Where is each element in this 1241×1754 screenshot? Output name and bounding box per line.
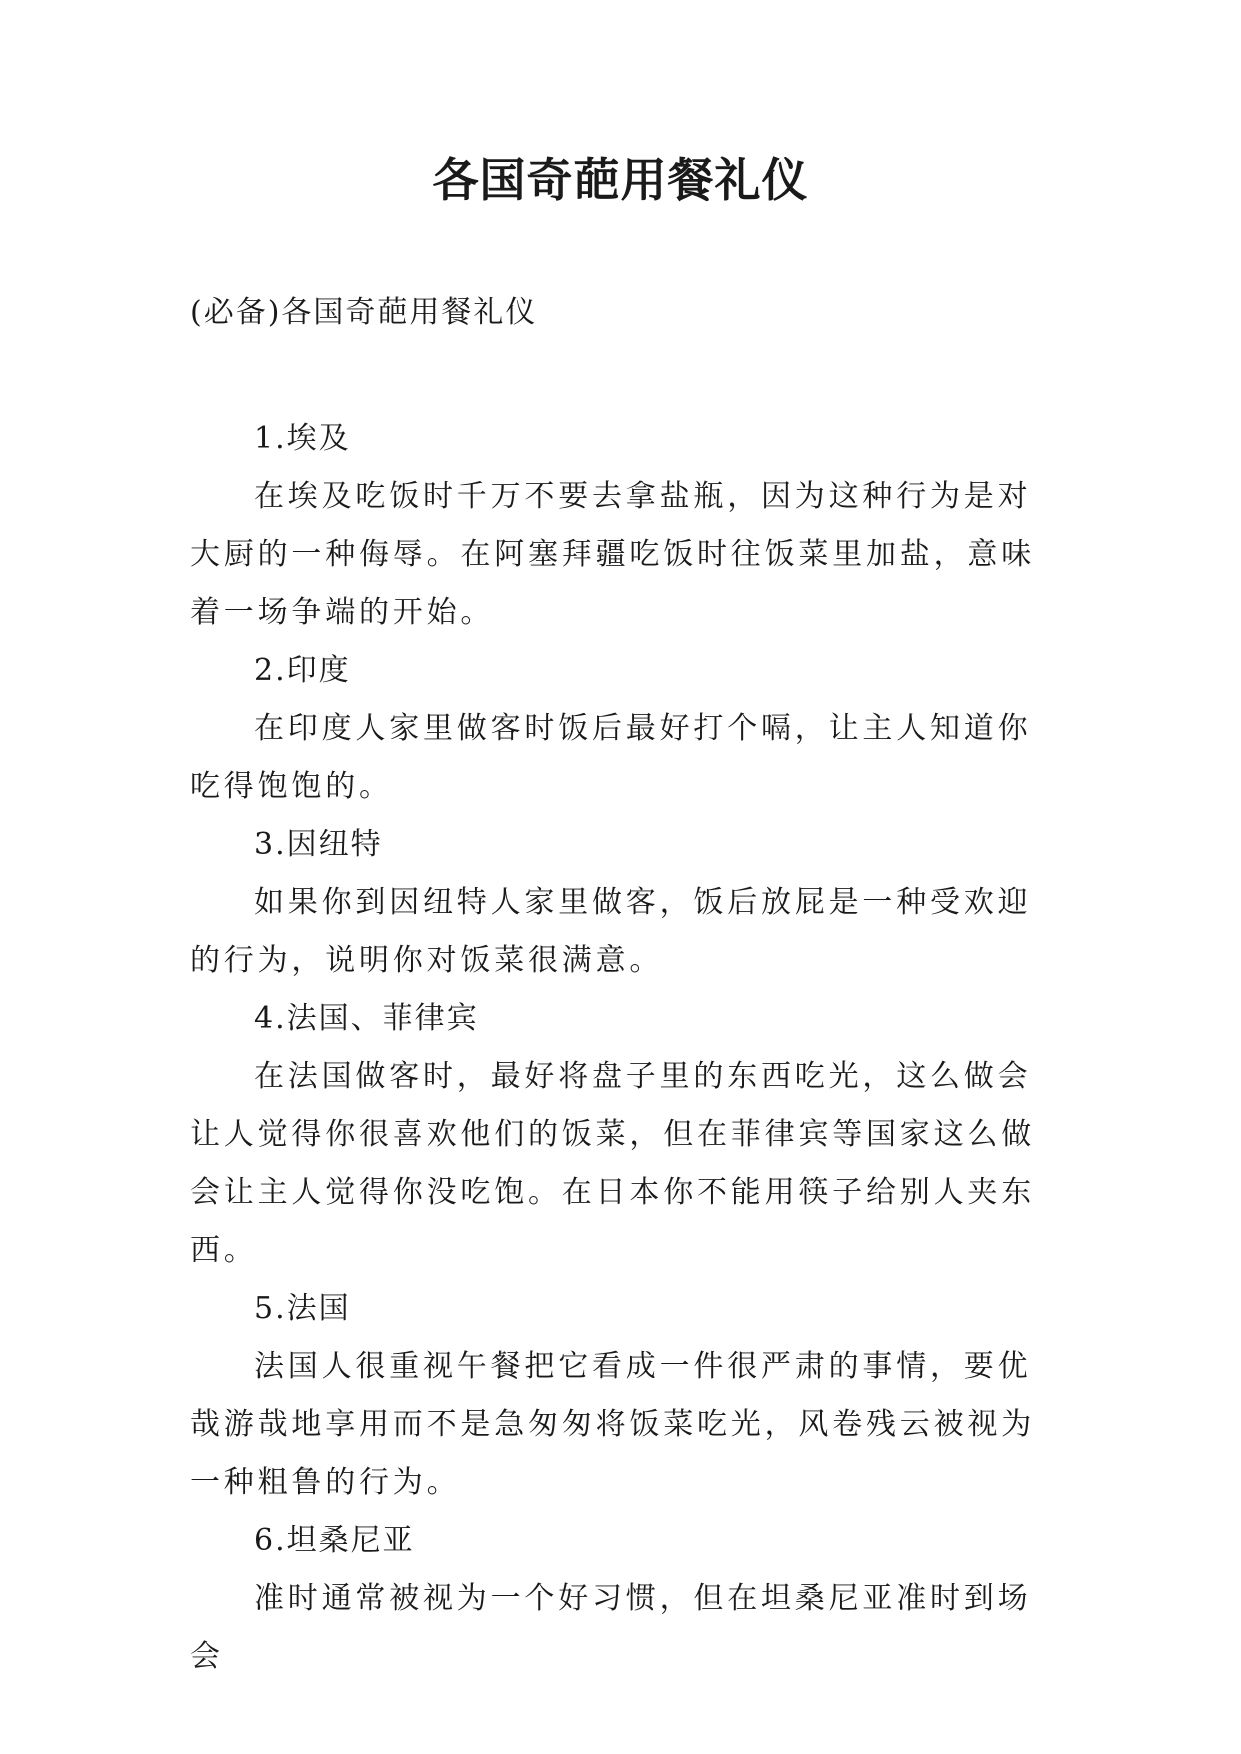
- document-subtitle: (必备)各国奇葩用餐礼仪: [190, 295, 538, 330]
- section-text-france: 法国人很重视午餐把它看成一件很严肃的事情，要优哉游哉地享用而不是急匆匆将饭菜吃光，风卷残云被视为一种粗鲁的行为。: [190, 1349, 1035, 1500]
- section-heading-inuit: 3.因纽特: [254, 827, 383, 862]
- section-text-inuit: 如果你到因纽特人家里做客，饭后放屁是一种受欢迎的行为，说明你对饭菜很满意。: [190, 885, 1032, 978]
- section-heading-india: 2.印度: [254, 653, 351, 688]
- section-text-india: 在印度人家里做客时饭后最好打个嗝，让主人知道你吃得饱饱的。: [190, 711, 1032, 804]
- section-text-france-philippines: 在法国做客时，最好将盘子里的东西吃光，这么做会让人觉得你很喜欢他们的饭菜，但在菲律宾等国家这么做会让主人觉得你没吃饱。在日本你不能用筷子给别人夹东西。: [190, 1059, 1035, 1268]
- document-body: [190, 410, 1060, 1686]
- section-text-egypt: 在埃及吃饭时千万不要去拿盐瓶，因为这种行为是对大厨的一种侮辱。在阿塞拜疆吃饭时往饭菜里加盐，意味着一场争端的开始。: [190, 479, 1035, 630]
- section-text-tanzania: 准时通常被视为一个好习惯，但在坦桑尼亚准时到场会: [190, 1581, 1032, 1674]
- section-heading-egypt: 1.埃及: [254, 421, 351, 456]
- section-heading-tanzania: 6.坦桑尼亚: [254, 1523, 415, 1558]
- section-heading-france: 5.法国: [254, 1291, 351, 1326]
- document-title: 各国奇葩用餐礼仪: [432, 153, 809, 207]
- section-heading-france-philippines: 4.法国、菲律宾: [254, 1001, 479, 1036]
